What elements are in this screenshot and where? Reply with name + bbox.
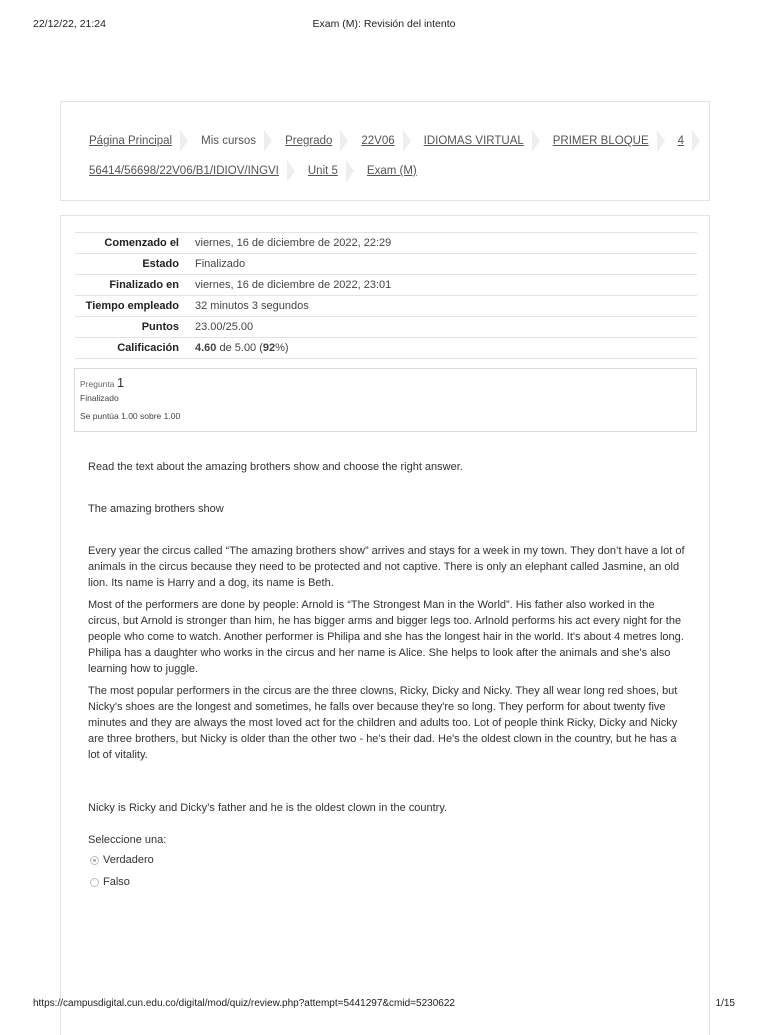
summary-value: 32 minutos 3 segundos bbox=[189, 296, 697, 317]
question-state: Finalizado bbox=[80, 393, 119, 403]
summary-label: Estado bbox=[75, 254, 189, 275]
question-number bbox=[80, 375, 124, 390]
summary-label: Puntos bbox=[75, 317, 189, 338]
grade-score: 4.60 bbox=[195, 342, 217, 354]
summary-label: Finalizado en bbox=[75, 275, 189, 296]
grade-max: de 5.00 ( bbox=[216, 342, 263, 354]
question-text bbox=[88, 543, 688, 763]
question-statement: Nicky is Ricky and Dicky’s father and he is the oldest clown in the country. bbox=[88, 802, 448, 814]
breadcrumb-item-block[interactable]: PRIMER BLOQUE bbox=[552, 135, 649, 147]
summary-row-state bbox=[75, 254, 697, 275]
summary-label: Comenzado el bbox=[75, 233, 189, 254]
attempt-review-region bbox=[60, 215, 710, 1035]
print-page-number: 1/15 bbox=[715, 998, 735, 1009]
summary-value: viernes, 16 de diciembre de 2022, 22:29 bbox=[189, 233, 697, 254]
breadcrumb-item-course[interactable]: 56414/56698/22V06/B1/IDIOV/INGVI bbox=[89, 165, 279, 177]
print-header bbox=[0, 0, 768, 30]
grade-percent: 92 bbox=[262, 342, 276, 354]
summary-label: Calificación bbox=[75, 338, 189, 359]
chevron-right-icon bbox=[532, 130, 540, 152]
grade-percent-suffix: %) bbox=[275, 342, 289, 354]
chevron-right-icon bbox=[287, 160, 295, 182]
question-instruction: Read the text about the amazing brothers show and choose the right answer. bbox=[88, 461, 463, 473]
breadcrumb-item-my-courses: Mis cursos bbox=[201, 135, 257, 147]
answer-options bbox=[90, 849, 690, 893]
summary-label: Tiempo empleado bbox=[75, 296, 189, 317]
chevron-right-icon bbox=[403, 130, 411, 152]
answer-option-falso[interactable] bbox=[90, 871, 690, 893]
print-datetime: 22/12/22, 21:24 bbox=[33, 18, 106, 30]
breadcrumb-row bbox=[89, 130, 713, 152]
print-title: Exam (M): Revisión del intento bbox=[312, 18, 456, 30]
question-number-value: 1 bbox=[116, 375, 125, 390]
breadcrumb-item-category[interactable]: IDIOMAS VIRTUAL bbox=[423, 135, 524, 147]
print-url: https://campusdigital.cun.edu.co/digital/mod/quiz/review.php?attempt=5441297&cmid=5230622 bbox=[33, 998, 455, 1009]
attempt-summary-table bbox=[75, 232, 697, 359]
answer-option-label: Falso bbox=[103, 876, 130, 888]
breadcrumb-item-unit[interactable]: Unit 5 bbox=[307, 165, 338, 177]
summary-row-time bbox=[75, 296, 697, 317]
summary-value: Finalizado bbox=[189, 254, 697, 275]
radio-selected-icon[interactable] bbox=[90, 856, 99, 865]
question-label: Pregunta bbox=[80, 379, 115, 389]
summary-value bbox=[189, 338, 697, 359]
breadcrumb-item-period[interactable]: 22V06 bbox=[361, 135, 395, 147]
breadcrumb bbox=[60, 101, 710, 201]
chevron-right-icon bbox=[340, 130, 348, 152]
question-info-panel bbox=[74, 368, 697, 432]
summary-value: viernes, 16 de diciembre de 2022, 23:01 bbox=[189, 275, 697, 296]
chevron-right-icon bbox=[346, 160, 354, 182]
breadcrumb-item-pregrado[interactable]: Pregrado bbox=[285, 135, 333, 147]
chevron-right-icon bbox=[657, 130, 665, 152]
summary-value: 23.00/25.00 bbox=[189, 317, 697, 338]
answer-option-verdadero[interactable] bbox=[90, 849, 690, 871]
text-paragraph: Most of the performers are done by people: Arnold is “The Strongest Man in the World”. His father also worked in the circus, but Arnold is stronger than him, he has bigger arms and bigger legs too. Arlnold performs his act every night for the people who come to watch. Another performer is Philipa and she has the longest hair in the world. It's about 4 metres long. Philipa has a daughter who works in the circus and her name is Alice. She helps to look after the animals and she's also learning how to juggle. bbox=[88, 599, 684, 675]
radio-icon[interactable] bbox=[90, 878, 99, 887]
text-paragraph: Every year the circus called “The amazing brothers show” arrives and stays for a week in my town. They don’t have a lot of animals in the circus because they need to be protected and not captive. There is only an elephant called Jasmine, an old lion. Its name is Harry and a dog, its name is Beth. bbox=[88, 545, 685, 589]
chevron-right-icon bbox=[264, 130, 272, 152]
chevron-right-icon bbox=[180, 130, 188, 152]
breadcrumb-item-exam[interactable]: Exam (M) bbox=[366, 165, 417, 177]
breadcrumb-item-subcategory[interactable]: 4 bbox=[677, 135, 685, 147]
text-paragraph: The most popular performers in the circus are the three clowns, Ricky, Dicky and Nicky. They all wear long red shoes, but Nicky's shoes are the longest and sometimes, he falls over because they're so long. They perform for about twenty five minutes and they are always the most loved act for the children and adults too. Lot of people think Ricky, Dicky and Nicky are three brothers, but Nicky is older than the other two - he's their dad. He's the oldest clown in the country, but he has a lot of vitality. bbox=[88, 685, 678, 761]
chevron-right-icon bbox=[692, 130, 700, 152]
question-mark: Se puntúa 1.00 sobre 1.00 bbox=[80, 411, 181, 421]
summary-row-grade bbox=[75, 338, 697, 359]
breadcrumb-item-home[interactable]: Página Principal bbox=[89, 135, 173, 147]
breadcrumb-row bbox=[89, 160, 417, 182]
print-footer bbox=[0, 994, 768, 1024]
select-prompt: Seleccione una: bbox=[88, 834, 167, 846]
answer-option-label: Verdadero bbox=[103, 854, 154, 866]
summary-row-finished bbox=[75, 275, 697, 296]
summary-row-started bbox=[75, 233, 697, 254]
text-heading: The amazing brothers show bbox=[88, 503, 224, 515]
summary-row-points bbox=[75, 317, 697, 338]
